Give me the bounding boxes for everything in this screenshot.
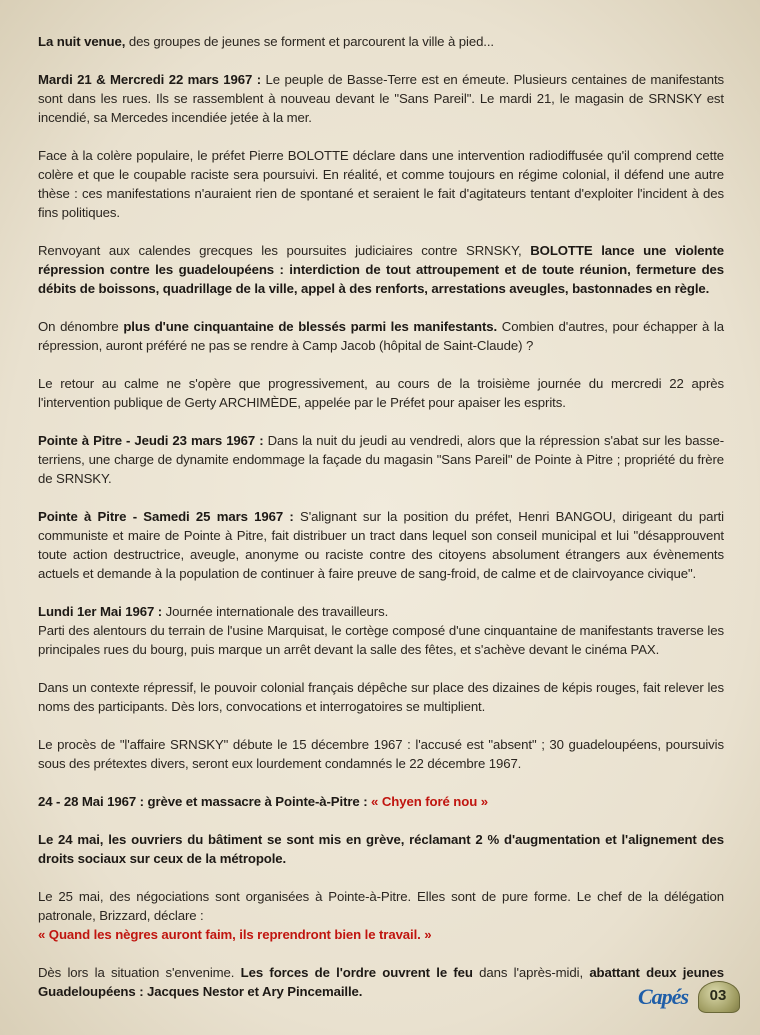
paragraph-trial: Le procès de "l'affaire SRNSKY" débute le 15 décembre 1967 : l'accusé est "absent" ; 30 guadeloupéens, poursuivis sous des prétextes divers, seront eux lourdement condamnés le 22 décembre 1967. xyxy=(38,737,724,771)
paragraph-may-1: Lundi 1er Mai 1967 : Journée internationale des travailleurs. Parti des alentours du terrain de l'usine Marquisat, le cortège composé d'une cinquantaine de manifestants traverse les principales rues du bourg, puis marque un arrêt devant la salle des fêtes, et s'achève devant le cinéma PAX. xyxy=(38,604,724,657)
helmet-icon xyxy=(694,977,742,1017)
page-number: 03 xyxy=(709,987,727,1004)
capes-logo: Capés xyxy=(638,984,688,1009)
paragraph-shooting: Dès lors la situation s'envenime. Les forces de l'ordre ouvrent le feu dans l'après-midi, abattant deux jeunes Guadeloupéens : Jacques Nestor et Ary Pincemaille. xyxy=(38,965,724,999)
paragraph-may-24-title: 24 - 28 Mai 1967 : grève et massacre à Pointe-à-Pitre : « Chyen foré nou » xyxy=(38,794,488,809)
paragraph-march-25: Pointe à Pitre - Samedi 25 mars 1967 : S'alignant sur la position du préfet, Henri BANGOU, dirigeant du parti communiste et maire de Pointe à Pitre, fait distribuer un tract dans lequel son conseil municipal et lui "désapprouvent toute action destructrice, aveugle, anonyme ou raciste contre des citoyens absolument étrangers aux évènements actuels et demande à la population de continuer à faire preuve de sang-froid, de calme et de clairvoyance civique". xyxy=(38,509,725,581)
paragraph-negotiations: Le 25 mai, des négociations sont organisées à Pointe-à-Pitre. Elles sont de pure forme. Le chef de la délégation patronale, Brizzard, déclare : « Quand les nègres auront faim, ils reprendront bien le travail. » xyxy=(38,889,724,942)
paragraph-context: Dans un contexte répressif, le pouvoir colonial français dépêche sur place des dizaines de képis rouges, fait relever les noms des participants. Dès lors, convocations et interrogatoires se multiplient. xyxy=(38,680,724,714)
paragraph-march-21: Mardi 21 & Mercredi 22 mars 1967 : Le peuple de Basse-Terre est en émeute. Plusieurs centaines de manifestants sont dans les rues. Ils se rassemblent à nouveau devant le "Sans Pareil". Le mardi 21, le magasin de SRNSKY est incendié, sa Mercedes incendiée jetée à la mer. xyxy=(38,72,724,125)
document-body xyxy=(38,32,724,1020)
paragraph-repression: Renvoyant aux calendes grecques les poursuites judiciaires contre SRNSKY, BOLOTTE lance une violente répression contre les guadeloupéens : interdiction de tout attroupement et de toute réunion, fermeture des débits de boissons, quadrillage de la ville, appel à des renforts, arrestations aveugles, bastonnades en règle. xyxy=(38,243,724,296)
paragraph-night: La nuit venue, des groupes de jeunes se forment et parcourent la ville à pied... xyxy=(38,34,495,49)
page-footer xyxy=(638,977,742,1017)
paragraph-wounded: On dénombre plus d'une cinquantaine de blessés parmi les manifestants. Combien d'autres, pour échapper à la répression, auront préféré ne pas se rendre à Camp Jacob (hôpital de Saint-Claude) ? xyxy=(38,319,725,353)
paragraph-march-23: Pointe à Pitre - Jeudi 23 mars 1967 : Dans la nuit du jeudi au vendredi, alors que la répression s'abat sur les basse-terriens, une charge de dynamite endommage la façade du magasin "Sans Pareil" de Pointe à Pitre ; propriété du frère de SRNSKY. xyxy=(38,433,724,486)
paragraph-prefect: Face à la colère populaire, le préfet Pierre BOLOTTE déclare dans une intervention radiodiffusée qu'il comprend cette colère et que le coupable raciste sera poursuivi. En réalité, et comme toujours en régime colonial, il défend une autre thèse : ces manifestations n'auraient rien de spontané et seraient le fait d'agitateurs tentant d'exploiter l'incident à des fins politiques. xyxy=(38,148,724,220)
paragraph-strike: Le 24 mai, les ouvriers du bâtiment se sont mis en grève, réclamant 2 % d'augmentation et l'alignement des droits sociaux sur ceux de la métropole. xyxy=(38,832,724,866)
paragraph-calm: Le retour au calme ne s'opère que progressivement, au cours de la troisième journée du mercredi 22 après l'intervention publique de Gerty ARCHIMÈDE, appelée par le Préfet pour apaiser les esprits. xyxy=(38,376,724,410)
